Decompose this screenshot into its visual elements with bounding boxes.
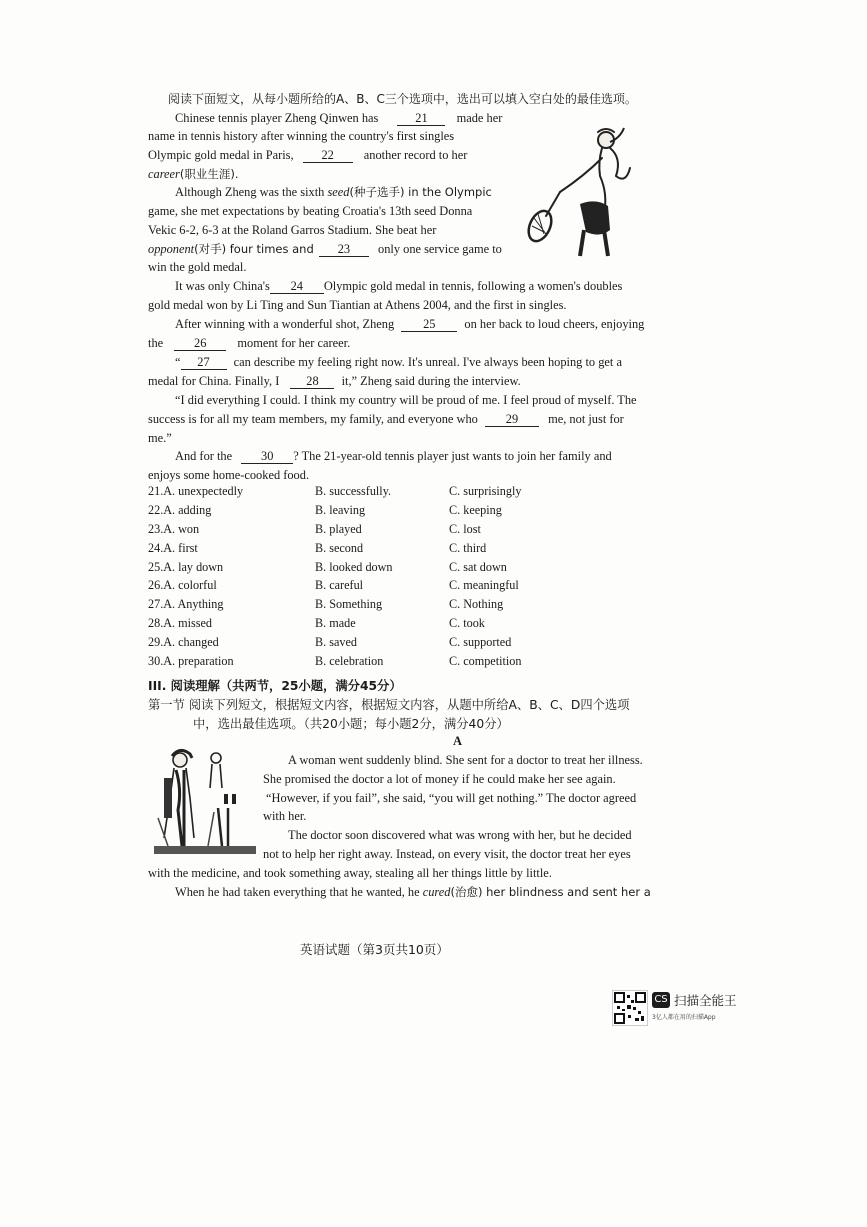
passage-line <box>148 146 467 165</box>
option-a: 27.A. Anything <box>148 597 224 612</box>
text: on her back to loud cheers, enjoying <box>464 317 645 331</box>
passage-label: A <box>453 734 463 748</box>
option-c: C. lost <box>449 521 481 536</box>
options-list <box>148 484 568 673</box>
text: another record to her <box>363 148 468 162</box>
option-b: B. looked down <box>315 559 393 574</box>
text: success is for all my team members, my family, and everyone who <box>148 412 478 426</box>
option-c: C. supported <box>449 635 512 650</box>
option-c: C. meaningful <box>449 578 519 593</box>
blank-22: 22 <box>303 148 353 163</box>
section-instruction: 第一节 阅读下列短文，根据短文内容，根据短文内容，从题中所给A、B、C、D四个选项 <box>148 698 630 712</box>
blank-24: 24 <box>270 279 324 294</box>
text: “ <box>175 355 181 369</box>
scanner-tagline: 3亿人都在用的扫描App <box>652 1014 716 1021</box>
page-footer: 英语试题（第3页共10页） <box>300 942 449 957</box>
text: When he had taken everything that he wanted, he <box>175 885 420 899</box>
term: opponent <box>148 242 195 256</box>
option-a: 29.A. changed <box>148 635 219 650</box>
passage-a-line: “However, if you fail”, she said, “you will get nothing.” The doctor agreed <box>266 791 637 805</box>
option-b: B. careful <box>315 578 364 593</box>
passage-line <box>175 109 502 128</box>
passage-line: game, she met expectations by beating Croatia's 13th seed Donna <box>148 204 473 218</box>
option-c: C. Nothing <box>449 597 504 612</box>
option-row-30 <box>148 654 568 673</box>
option-row-21 <box>148 484 568 503</box>
passage-a-line: with her. <box>263 809 307 823</box>
option-row-25 <box>148 560 568 579</box>
passage-line <box>148 334 350 353</box>
passage-a-line <box>175 883 651 902</box>
option-a: 23.A. won <box>148 521 200 536</box>
text: moment for her career. <box>237 336 351 350</box>
term: seed <box>327 185 350 199</box>
gloss: (治愈) her blindness and sent her a <box>450 885 651 899</box>
text: Although Zheng was the sixth <box>175 185 325 199</box>
blank-27: 27 <box>181 355 227 370</box>
doctor-patient-illustration <box>154 748 256 856</box>
option-b: B. second <box>315 540 364 555</box>
option-a: 30.A. preparation <box>148 654 234 669</box>
option-b: B. leaving <box>315 502 366 517</box>
text: Olympic gold medal in tennis, following a women's doubles <box>323 279 623 293</box>
scanner-app-name: 扫描全能王 <box>674 993 737 1008</box>
text: And for the <box>175 449 233 463</box>
blank-21: 21 <box>397 111 445 126</box>
blank-23: 23 <box>319 242 369 257</box>
passage-a-line: not to help her right away. Instead, on every visit, the doctor treat her eyes <box>263 847 631 861</box>
option-c: C. took <box>449 616 485 631</box>
cloze-instruction: 阅读下面短文，从每小题所给的A、B、C三个选项中，选出可以填入空白处的最佳选项。 <box>168 92 637 106</box>
passage-line: “I did everything I could. I think my country will be proud of me. I feel proud of myself. The <box>175 393 637 407</box>
text: the <box>148 336 164 350</box>
option-row-24 <box>148 541 568 560</box>
option-row-29 <box>148 635 568 654</box>
option-row-28 <box>148 616 568 635</box>
option-row-22 <box>148 503 568 522</box>
blank-28: 28 <box>290 374 334 389</box>
passage-line <box>148 410 624 429</box>
passage-line: win the gold medal. <box>148 260 247 274</box>
option-b: B. Something <box>315 597 383 612</box>
tennis-player-illustration <box>520 118 638 258</box>
gloss: (种子选手) in the Olympic <box>349 185 492 199</box>
term: career <box>148 167 180 181</box>
camscanner-logo: CS <box>652 992 670 1008</box>
passage-a-line: A woman went suddenly blind. She sent for a doctor to treat her illness. <box>288 753 643 767</box>
blank-25: 25 <box>401 317 457 332</box>
passage-line <box>148 372 521 391</box>
option-a: 22.A. adding <box>148 502 212 517</box>
option-b: B. celebration <box>315 654 384 669</box>
passage-a-line: She promised the doctor a lot of money if he could make her see again. <box>263 772 616 786</box>
option-c: C. third <box>449 540 487 555</box>
passage-line: me.” <box>148 431 172 445</box>
text: Chinese tennis player Zheng Qinwen has <box>175 111 379 125</box>
passage-line <box>148 240 502 259</box>
qr-code-icon <box>612 990 648 1026</box>
text: Olympic gold medal in Paris, <box>148 148 294 162</box>
text: medal for China. Finally, I <box>148 374 280 388</box>
option-a: 26.A. colorful <box>148 578 217 593</box>
passage-line <box>175 183 492 202</box>
passage-line: gold medal won by Li Ting and Sun Tiantian at Athens 2004, and the first in singles. <box>148 298 567 312</box>
passage-line: Vekic 6-2, 6-3 at the Roland Garros Stadium. She beat her <box>148 223 437 237</box>
option-a: 28.A. missed <box>148 616 212 631</box>
gloss: (对手) four times and <box>194 242 314 256</box>
passage-line <box>175 353 622 372</box>
option-c: C. keeping <box>449 502 502 517</box>
text: me, not just for <box>548 412 624 426</box>
option-b: B. successfully. <box>315 484 392 498</box>
text: It was only China's <box>175 279 270 293</box>
option-b: B. played <box>315 521 362 536</box>
option-row-26 <box>148 578 568 597</box>
option-row-27 <box>148 597 568 616</box>
passage-line <box>175 277 622 296</box>
passage-a-line: with the medicine, and took something away, stealing all her things little by little. <box>148 866 552 880</box>
gloss: (职业生涯). <box>179 167 239 181</box>
option-c: C. surprisingly <box>449 484 522 498</box>
passage-line: enjoys some home-cooked food. <box>148 468 310 482</box>
text: can describe my feeling right now. It's unreal. I've always been hoping to get a <box>233 355 622 369</box>
option-b: B. made <box>315 616 356 631</box>
section-heading: III. 阅读理解（共两节，25小题，满分45分） <box>148 679 402 693</box>
passage-line <box>175 447 612 466</box>
passage-line <box>175 315 644 334</box>
option-a: 21.A. unexpectedly <box>148 484 244 498</box>
text: only one service game to <box>378 242 502 256</box>
section-instruction: 中，选出最佳选项。（共20小题；每小题2分，满分40分） <box>193 717 509 731</box>
option-c: C. sat down <box>449 559 507 574</box>
option-a: 25.A. lay down <box>148 559 224 574</box>
option-row-23 <box>148 522 568 541</box>
blank-30: 30 <box>241 449 293 464</box>
option-b: B. saved <box>315 635 357 650</box>
passage-line: name in tennis history after winning the country's first singles <box>148 129 455 143</box>
option-a: 24.A. first <box>148 540 198 555</box>
option-c: C. competition <box>449 654 522 669</box>
text: made her <box>456 111 503 125</box>
term: cured <box>422 885 451 899</box>
blank-29: 29 <box>485 412 539 427</box>
passage-line <box>148 165 239 184</box>
text: After winning with a wonderful shot, Zheng <box>175 317 395 331</box>
text: ? The 21-year-old tennis player just wants to join her family and <box>293 449 612 463</box>
blank-26: 26 <box>174 336 226 351</box>
passage-a-line: The doctor soon discovered what was wrong with her, but he decided <box>288 828 632 842</box>
text: it,” Zheng said during the interview. <box>341 374 521 388</box>
